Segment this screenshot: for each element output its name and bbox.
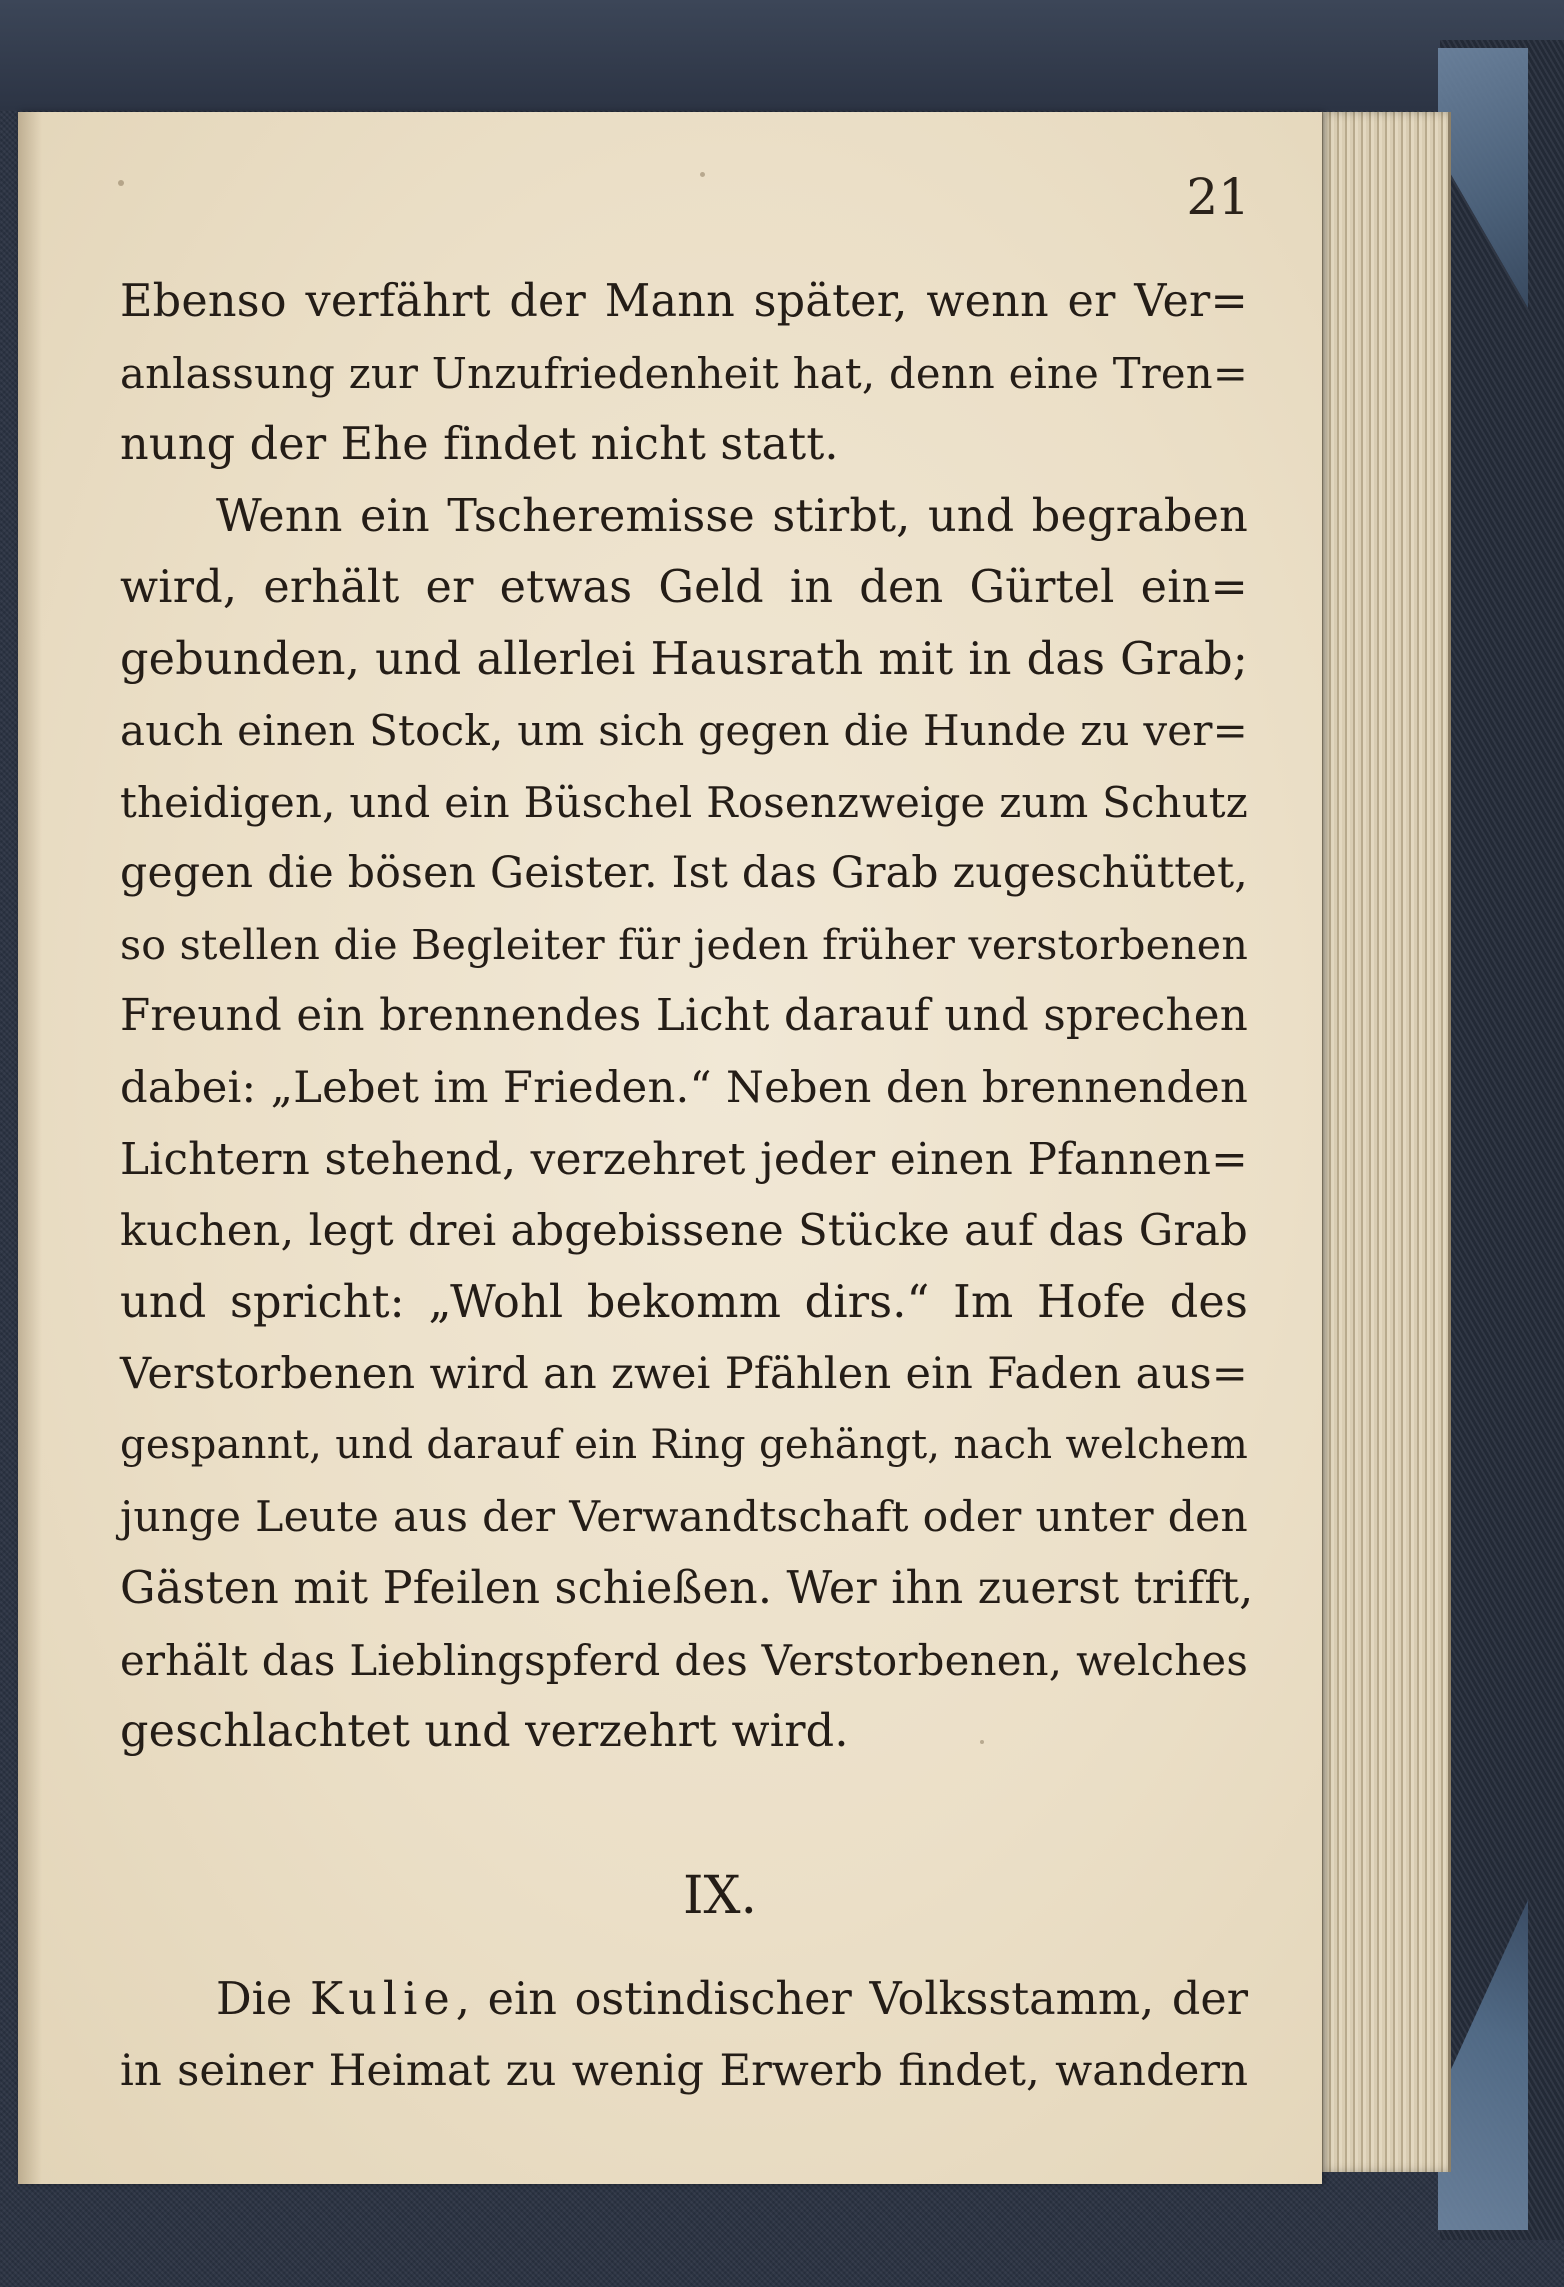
section-text — [120, 1964, 1248, 2107]
text-line: Wenn ein Tscheremisse stirbt, und begraben — [216, 490, 1248, 542]
text-line: geschlachtet und verzehrt wird. — [120, 1706, 849, 1757]
text-fragment: , ein ostindischer Volksstamm, der — [455, 1974, 1249, 2025]
paper-speck — [700, 172, 705, 177]
text-line: gegen die bösen Geister. Ist das Grab zugeschüttet, — [120, 848, 1248, 898]
cover-top-edge — [0, 0, 1564, 110]
text-line — [120, 1964, 1248, 2036]
text-line: Freund ein brennendes Licht darauf und sprechen — [120, 991, 1248, 1041]
text-line: Lichtern stehend, verzehret jeder einen Pfannen= — [120, 1134, 1248, 1185]
text-line: gespannt, und darauf ein Ring gehängt, nach welchem — [120, 1422, 1248, 1468]
text-line: so stellen die Begleiter für jeden früher verstorbenen — [120, 920, 1248, 969]
paper-speck — [118, 180, 124, 186]
cover-right-edge — [1440, 40, 1564, 2240]
text-line: Ebenso verfährt der Mann später, wenn er Ver= — [120, 276, 1248, 327]
text-line: Gästen mit Pfeilen schießen. Wer ihn zuerst trifft, — [120, 1563, 1254, 1614]
spaced-term: Kulie — [310, 1974, 456, 2025]
text-line: junge Leute aus der Verwandtschaft oder unter den — [120, 1492, 1248, 1542]
section-heading: IX. — [682, 1866, 758, 1926]
text-line: kuchen, legt drei abgebissene Stücke auf das Grab — [120, 1205, 1248, 1256]
text-line: und spricht: „Wohl bekomm dirs.“ Im Hofe des — [120, 1277, 1248, 1328]
text-fragment: Die — [216, 1974, 310, 2025]
text-line: nung der Ehe findet nicht statt. — [120, 419, 839, 470]
text-line: auch einen Stock, um sich gegen die Hunde zu ver= — [120, 706, 1248, 755]
page-number: 21 — [1186, 168, 1250, 226]
text-line: anlassung zur Unzufriedenheit hat, denn eine Tren= — [120, 348, 1248, 398]
page-edges — [1318, 112, 1451, 2172]
page-gutter-shadow — [18, 112, 42, 2184]
text-line: gebunden, und allerlei Hausrath mit in das Grab; — [120, 633, 1248, 685]
text-line: wird, erhält er etwas Geld in den Gürtel ein= — [120, 562, 1248, 613]
text-line: Verstorbenen wird an zwei Pfählen ein Faden aus= — [120, 1348, 1248, 1399]
text-line: theidigen, und ein Büschel Rosenzweige zum Schutz — [120, 777, 1248, 827]
text-line: erhält das Lieblingspferd des Verstorbenen, welches — [120, 1635, 1248, 1685]
body-text — [120, 266, 1254, 1768]
text-line: in seiner Heimat zu wenig Erwerb findet, wandern — [120, 2045, 1248, 2096]
text-line: dabei: „Lebet im Frieden.“ Neben den brennenden — [120, 1062, 1248, 1113]
